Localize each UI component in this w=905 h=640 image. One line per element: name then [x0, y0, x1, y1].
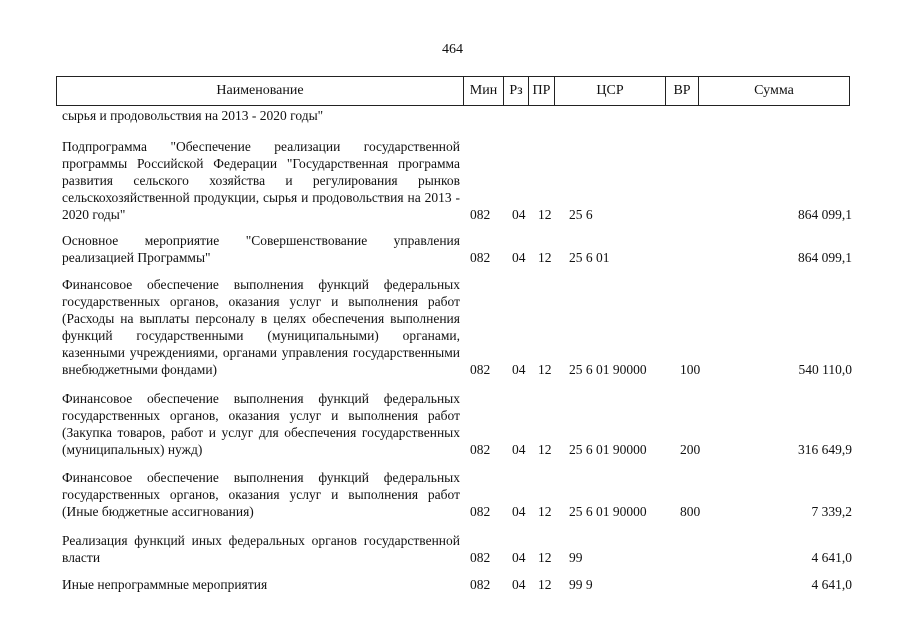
- row-name: Финансовое обеспечение выполнения функций федеральных государственных органов, оказания услуг и выполнения работ (Закупка товаров, работ и услуг для обеспечения государственных (муниципальных) нужд): [62, 391, 460, 457]
- table-row: [62, 390, 852, 458]
- header-csr: ЦСР: [555, 77, 666, 105]
- row-pr: 12: [538, 362, 552, 377]
- row-rz: 04: [512, 207, 526, 222]
- row-min: 082: [470, 362, 491, 377]
- row-rz: 04: [512, 362, 526, 377]
- header-min: Мин: [464, 77, 504, 105]
- table-header: [56, 76, 850, 106]
- row-sum: 4 641,0: [811, 550, 852, 565]
- row-pr: 12: [538, 442, 552, 457]
- table-row: [62, 532, 852, 566]
- row-csr: 25 6 01 90000: [569, 504, 647, 519]
- table-row: [62, 276, 852, 378]
- row-min: 082: [470, 442, 491, 457]
- table-row: [62, 232, 852, 266]
- header-pr: ПР: [529, 77, 555, 105]
- row-pr: 12: [538, 577, 552, 592]
- row-rz: 04: [512, 504, 526, 519]
- row-csr: 25 6 01 90000: [569, 362, 647, 377]
- row-rz: 04: [512, 442, 526, 457]
- continuation-text: сырья и продовольствия на 2013 - 2020 годы": [62, 108, 324, 123]
- row-min: 082: [470, 550, 491, 565]
- row-min: 082: [470, 207, 491, 222]
- row-min: 082: [470, 504, 491, 519]
- row-rz: 04: [512, 577, 526, 592]
- row-csr: 99 9: [569, 577, 593, 592]
- header-name: Наименование: [57, 77, 464, 105]
- row-name: Реализация функций иных федеральных органов государственной власти: [62, 533, 460, 565]
- row-pr: 12: [538, 250, 552, 265]
- row-sum: 864 099,1: [798, 207, 852, 222]
- row-vr: 200: [680, 442, 701, 457]
- row-name: Подпрограмма "Обеспечение реализации государственной программы Российской Федерации "Государственная программа развития сельского хозяйства и регулирования рынков сельскохозяйственной продукции, сырья и продовольствия на 2013 - 2020 годы": [62, 139, 460, 222]
- header-vr: ВР: [666, 77, 699, 105]
- row-sum: 864 099,1: [798, 250, 852, 265]
- table-row: [62, 138, 852, 223]
- header-rz: Рз: [504, 77, 529, 105]
- row-name: Основное мероприятие "Совершенствование управления реализацией Программы": [62, 233, 460, 265]
- row-pr: 12: [538, 550, 552, 565]
- row-min: 082: [470, 577, 491, 592]
- row-sum: 7 339,2: [811, 504, 852, 519]
- row-name: Финансовое обеспечение выполнения функций федеральных государственных органов, оказания услуг и выполнения работ (Расходы на выплаты персоналу в целях обеспечения выполнения функций государственными (муниципальными) органами, казенными учреждениями, органами управления государственными внебюджетными фондами): [62, 277, 460, 377]
- row-pr: 12: [538, 207, 552, 222]
- page-number: 464: [442, 42, 463, 57]
- row-csr: 25 6 01 90000: [569, 442, 647, 457]
- table-row: [62, 469, 852, 520]
- row-sum: 4 641,0: [811, 577, 852, 592]
- header-sum: Сумма: [754, 83, 794, 98]
- row-name: Иные непрограммные мероприятия: [62, 577, 268, 592]
- row-pr: 12: [538, 504, 552, 519]
- row-rz: 04: [512, 550, 526, 565]
- row-csr: 25 6 01: [569, 250, 610, 265]
- table-row: [62, 576, 852, 593]
- row-vr: 800: [680, 504, 701, 519]
- row-csr: 99: [569, 550, 583, 565]
- row-vr: 100: [680, 362, 701, 377]
- row-sum: 316 649,9: [798, 442, 852, 457]
- row-min: 082: [470, 250, 491, 265]
- row-name: Финансовое обеспечение выполнения функций федеральных государственных органов, оказания услуг и выполнения работ (Иные бюджетные ассигнования): [62, 470, 460, 519]
- row-csr: 25 6: [569, 207, 593, 222]
- row-rz: 04: [512, 250, 526, 265]
- row-sum: 540 110,0: [798, 362, 852, 377]
